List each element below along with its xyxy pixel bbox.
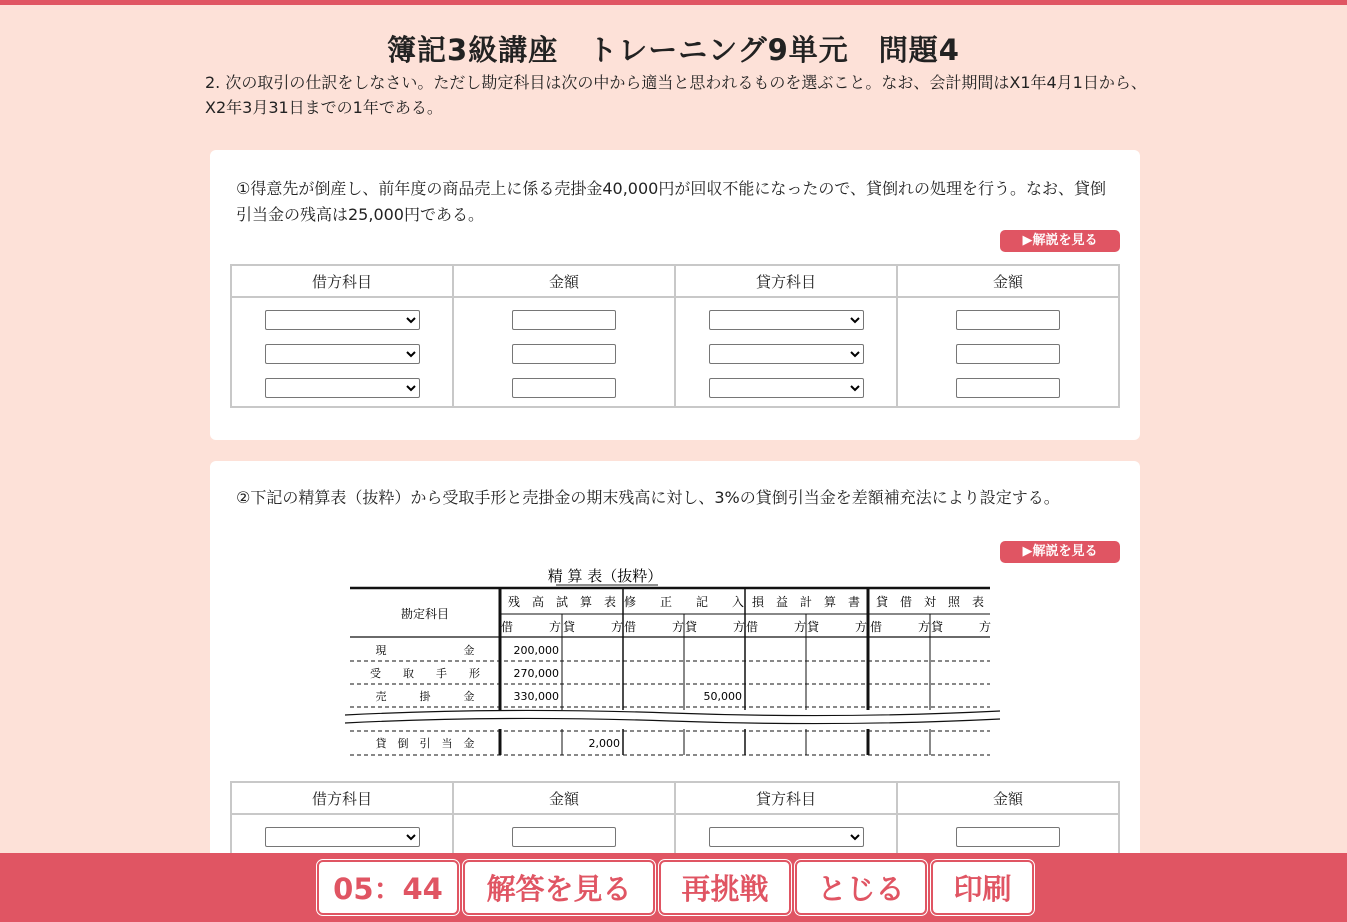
ws-adj-credit-label: 貸 方 bbox=[684, 620, 746, 634]
q2-credit-account-select-1[interactable] bbox=[709, 827, 864, 847]
question-1-text: ①得意先が倒産し、前年度の商品売上に係る売掛金40,000円が回収不能になったので、貸倒れの処理を行う。なお、貸倒引当金の残高は25,000円である。 bbox=[236, 179, 1107, 224]
header-credit-account: 貸方科目 bbox=[675, 782, 897, 814]
ws-row-notes-account: 受 取 手 形 bbox=[370, 667, 480, 680]
credit-account-cell bbox=[675, 297, 897, 407]
ws-tb-debit-label: 借 方 bbox=[500, 620, 562, 634]
ws-row-cash-tb-debit: 200,000 bbox=[513, 644, 559, 657]
question-2-card bbox=[210, 461, 1140, 901]
top-accent-bar bbox=[0, 0, 1347, 5]
q2-debit-amount-input-1[interactable] bbox=[512, 827, 616, 847]
ws-tb-credit-label: 貸 方 bbox=[562, 620, 624, 634]
q1-debit-account-select-2[interactable] bbox=[265, 344, 420, 364]
q1-credit-account-select-2[interactable] bbox=[709, 344, 864, 364]
ws-group-trial-balance: 残 高 試 算 表 bbox=[507, 595, 617, 609]
retry-button[interactable]: 再挑戦 bbox=[659, 860, 791, 915]
q1-debit-amount-input-2[interactable] bbox=[512, 344, 616, 364]
print-button[interactable]: 印刷 bbox=[931, 860, 1034, 915]
credit-amount-cell bbox=[897, 297, 1119, 407]
q1-debit-account-select-1[interactable] bbox=[265, 310, 420, 330]
header-debit-amount: 金額 bbox=[453, 782, 675, 814]
q1-credit-amount-input-2[interactable] bbox=[956, 344, 1060, 364]
header-debit-account: 借方科目 bbox=[231, 782, 453, 814]
question-1-explain-button[interactable]: ▶解説を見る bbox=[1000, 230, 1120, 252]
q1-credit-amount-input-3[interactable] bbox=[956, 378, 1060, 398]
credit-account-cell bbox=[675, 814, 897, 856]
debit-amount-cell bbox=[453, 814, 675, 856]
question-2-journal-table bbox=[230, 781, 1120, 857]
worksheet-title: 精 算 表（抜粋） bbox=[547, 567, 663, 585]
ws-row-notes-tb-debit: 270,000 bbox=[513, 667, 559, 680]
question-2-text: ②下記の精算表（抜粋）から受取手形と売掛金の期末残高に対し、3%の貸倒引当金を差額補充法により設定する。 bbox=[236, 488, 1060, 507]
ws-adj-debit-label: 借 方 bbox=[623, 620, 685, 634]
header-credit-amount: 金額 bbox=[897, 265, 1119, 297]
ws-group-balance-sheet: 貸 借 対 照 表 bbox=[875, 595, 985, 609]
ws-account-header: 勘定科目 bbox=[400, 607, 450, 621]
timer-display: 05：44 bbox=[317, 860, 459, 915]
ws-group-adjustments: 修 正 記 入 bbox=[623, 595, 745, 609]
worksheet-figure bbox=[340, 561, 1010, 771]
ws-group-income-statement: 損 益 計 算 書 bbox=[751, 595, 861, 609]
header-debit-account: 借方科目 bbox=[231, 265, 453, 297]
ws-is-credit-label: 貸 方 bbox=[806, 620, 868, 634]
question-1-journal-table bbox=[230, 264, 1120, 408]
q1-credit-account-select-1[interactable] bbox=[709, 310, 864, 330]
ws-row-cash-account: 現 金 bbox=[375, 644, 475, 657]
ws-row-ar-tb-debit: 330,000 bbox=[513, 690, 559, 703]
ws-is-debit-label: 借 方 bbox=[745, 620, 807, 634]
bottom-action-bar bbox=[0, 853, 1347, 922]
q1-debit-amount-input-3[interactable] bbox=[512, 378, 616, 398]
q1-debit-account-select-3[interactable] bbox=[265, 378, 420, 398]
credit-amount-cell bbox=[897, 814, 1119, 856]
header-debit-amount: 金額 bbox=[453, 265, 675, 297]
ws-bs-credit-label: 貸 方 bbox=[930, 620, 992, 634]
ws-row-ar-account: 売 掛 金 bbox=[375, 690, 475, 703]
debit-amount-cell bbox=[453, 297, 675, 407]
ws-bs-debit-label: 借 方 bbox=[869, 620, 931, 634]
q1-credit-account-select-3[interactable] bbox=[709, 378, 864, 398]
header-credit-account: 貸方科目 bbox=[675, 265, 897, 297]
q2-debit-account-select-1[interactable] bbox=[265, 827, 420, 847]
question-2-explain-button[interactable]: ▶解説を見る bbox=[1000, 541, 1120, 563]
header-credit-amount: 金額 bbox=[897, 782, 1119, 814]
debit-account-cell bbox=[231, 814, 453, 856]
q1-credit-amount-input-1[interactable] bbox=[956, 310, 1060, 330]
ws-row-allowance-tb-credit: 2,000 bbox=[588, 737, 620, 750]
debit-account-cell bbox=[231, 297, 453, 407]
close-button[interactable]: とじる bbox=[795, 860, 927, 915]
ws-row-ar-adj-credit: 50,000 bbox=[703, 690, 742, 703]
page-title: 簿記3級講座 トレーニング9単元 問題4 bbox=[387, 33, 960, 67]
q2-credit-amount-input-1[interactable] bbox=[956, 827, 1060, 847]
question-1-card bbox=[210, 150, 1140, 440]
q1-debit-amount-input-1[interactable] bbox=[512, 310, 616, 330]
ws-row-allowance-account: 貸 倒 引 当 金 bbox=[375, 737, 475, 750]
instructions: 2. 次の取引の仕訳をしなさい。ただし勘定科目は次の中から適当と思われるものを選ぶこと。なお、会計期間はX1年4月1日から、X2年3月31日までの1年である。 bbox=[205, 73, 1147, 117]
show-answer-button[interactable]: 解答を見る bbox=[463, 860, 655, 915]
